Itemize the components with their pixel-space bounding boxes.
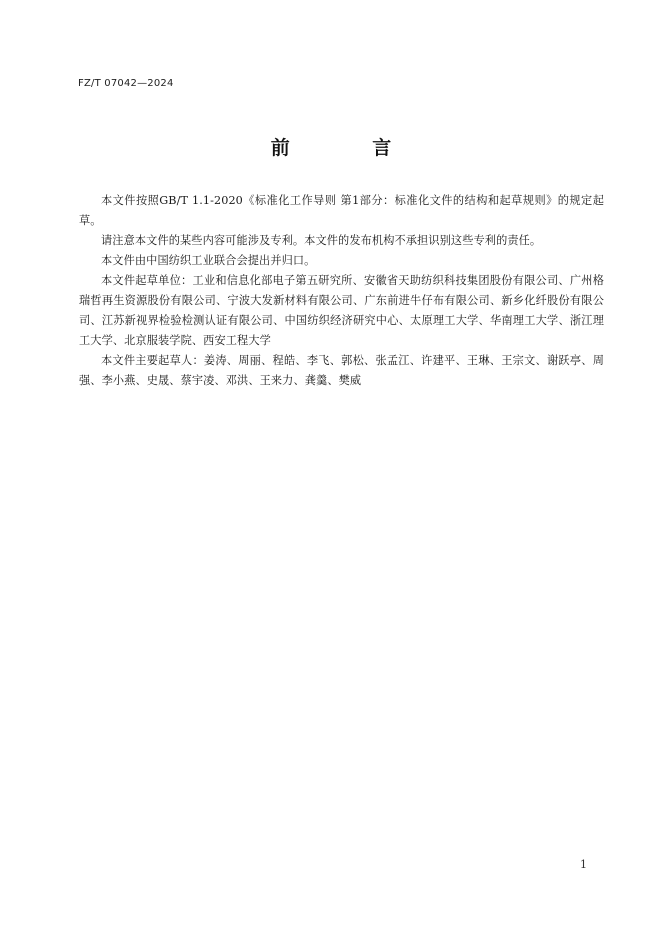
paragraph-main-drafters: 本文件主要起草人：姜涛、周丽、程皓、李飞、郭松、张孟江、许建平、王琳、王宗文、谢跃亭、周强、李小燕、史晟、蔡宇凌、邓洪、王来力、龚羹、樊威 <box>79 354 604 387</box>
page-number: 1 <box>580 858 587 871</box>
document-code: FZ/T 07042—2024 <box>78 78 174 89</box>
paragraph-patent-notice: 请注意本文件的某些内容可能涉及专利。本文件的发布机构不承担识别这些专利的责任。 <box>101 234 542 247</box>
foreword-body <box>79 191 604 391</box>
paragraph-drafting-units: 本文件起草单位：工业和信息化部电子第五研究所、安徽省天助纺织科技集团股份有限公司、广州格瑞哲再生资源股份有限公司、宁波大发新材料有限公司、广东前进牛仔布有限公司、新乡化纤股份有限公司、江苏新视界检验检测认证有限公司、中国纺织经济研究中心、太原理工大学、华南理工大学、浙江理工大学、北京服装学院、西安工程大学 <box>79 274 604 347</box>
page-title: 前 言 <box>270 137 430 159</box>
paragraph-proposer: 本文件由中国纺织工业联合会提出并归口。 <box>101 254 316 267</box>
paragraph-drafting-rules: 本文件按照GB/T 1.1-2020《标准化工作导则 第1部分：标准化文件的结构和起草规则》的规定起草。 <box>79 194 604 227</box>
